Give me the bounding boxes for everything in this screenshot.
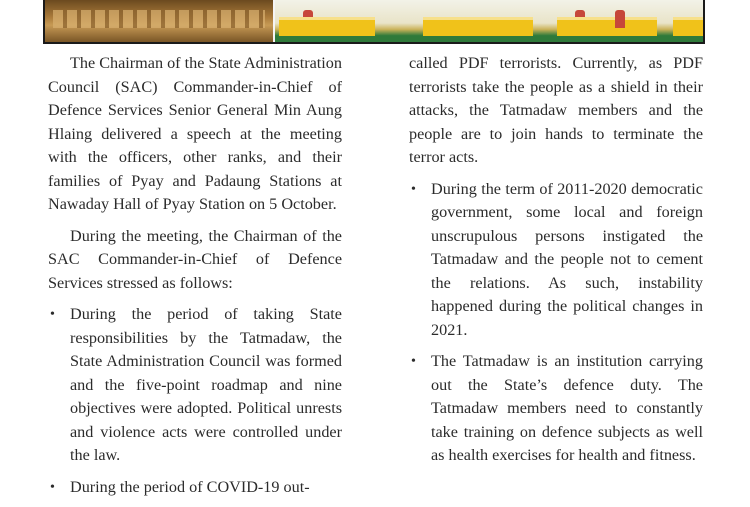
list-item [409, 178, 703, 343]
list-item [409, 350, 703, 468]
photo-meeting-hall [275, 0, 703, 42]
list-item [48, 476, 342, 500]
continuation-paragraph: called PDF terrorists. Currently, as PDF terrorists take the people as a shield in their attacks, the Tatmadaw members and the people are to join hands to terminate the terror acts. [409, 54, 703, 166]
header-photo-strip [43, 0, 705, 44]
summary-paragraph: During the meeting, the Chairman of the SAC Commander-in-Chief of Defence Services stressed as follows: [48, 226, 342, 292]
photo-ornate-throne [45, 0, 273, 42]
bullet-icon: • [50, 307, 55, 322]
table [423, 17, 533, 36]
table [557, 17, 657, 36]
article-right-column [409, 52, 703, 476]
intro-paragraph: The Chairman of the State Administration Council (SAC) Commander-in-Chief of Defence Services Senior General Min Aung Hlaing delivered a speech at the meeting with the officers, other ranks, and their families of Pyay and Padaung Stations at Nawaday Hall of Pyay Station on 5 October. [48, 54, 342, 213]
left-bullet-list [48, 303, 342, 499]
list-item-text: The Tatmadaw is an institution carrying out the State’s defence duty. The Tatmadaw members need to constantly take training on defence subjects as well as health exercises for health and fitness. [431, 352, 703, 464]
list-item-text: During the period of taking State responsibilities by the Tatmadaw, the State Administration Council was formed and the five-point roadmap and nine objectives were adopted. Political unrests and violence acts were controlled under the law. [70, 305, 342, 464]
table [279, 17, 375, 36]
bullet-icon: • [50, 479, 55, 495]
right-bullet-list [409, 178, 703, 468]
table [673, 17, 703, 36]
chair [615, 10, 625, 28]
bullet-icon: • [411, 181, 416, 197]
article-left-column [48, 52, 342, 507]
list-item-text: During the term of 2011-2020 democratic government, some local and foreign unscrupulous persons instigated the Tatmadaw and the people not to cement the relations. As such, instability happened during the political changes in 2021. [431, 179, 703, 339]
bullet-icon: • [411, 354, 416, 369]
list-item [48, 303, 342, 468]
list-item-text: During the period of COVID-19 out- [70, 477, 310, 496]
